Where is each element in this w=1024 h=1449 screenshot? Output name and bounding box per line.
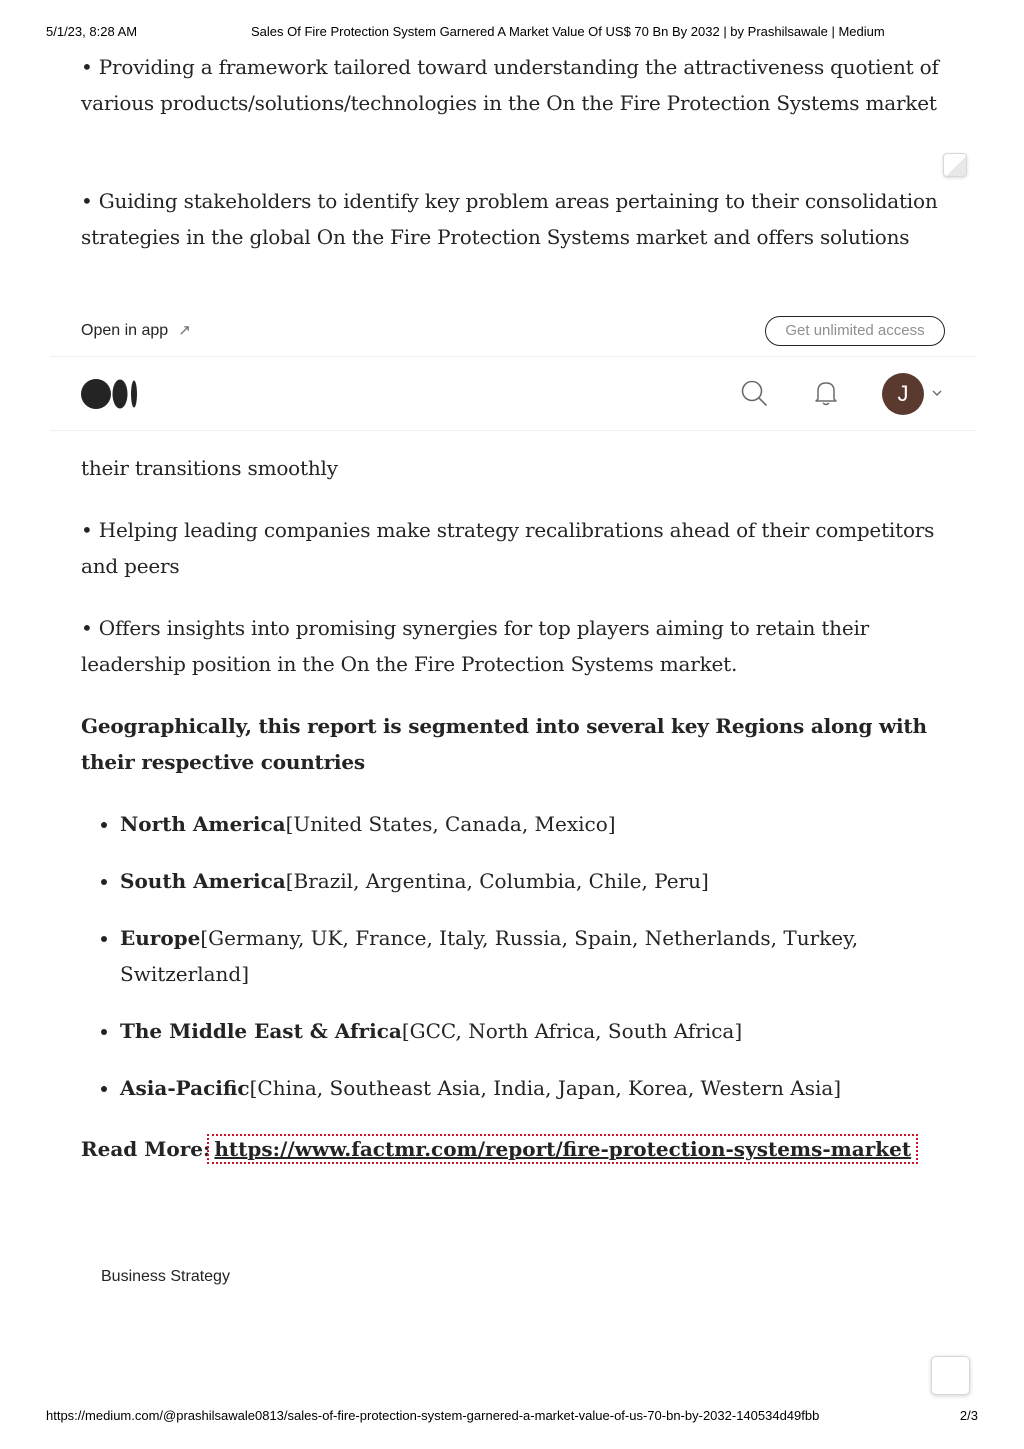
geography-heading: Geographically, this report is segmented into several key Regions along with their respective countries — [81, 714, 927, 774]
region-countries: [United States, Canada, Mexico] — [285, 812, 616, 836]
print-header — [46, 24, 978, 42]
region-name: Europe — [120, 926, 201, 950]
read-more-label: Read More: — [81, 1137, 211, 1161]
top-navigation-bar — [0, 357, 1024, 430]
region-countries: [China, Southeast Asia, India, Japan, Korea, Western Asia] — [249, 1076, 842, 1100]
region-countries: [GCC, North Africa, South Africa] — [401, 1019, 743, 1043]
read-more-link[interactable]: https://www.factmr.com/report/fire-protection-systems-market — [210, 1137, 915, 1161]
search-icon[interactable] — [740, 379, 768, 407]
user-avatar[interactable]: J — [882, 373, 924, 415]
arrow-up-right-icon: ↗ — [178, 322, 191, 339]
region-countries: [Brazil, Argentina, Columbia, Chile, Peru] — [285, 869, 709, 893]
list-item — [120, 920, 988, 992]
divider — [50, 430, 976, 431]
region-name: North America — [120, 812, 286, 836]
notifications-bell-icon[interactable] — [812, 379, 840, 407]
print-datetime: 5/1/23, 8:28 AM — [46, 24, 138, 39]
tag-business-strategy[interactable]: Business Strategy — [101, 1268, 230, 1285]
list-item — [120, 806, 988, 842]
region-name: The Middle East & Africa — [120, 1019, 402, 1043]
read-more — [81, 1131, 915, 1167]
region-name: Asia-Pacific — [120, 1076, 250, 1100]
open-in-app-link[interactable] — [81, 321, 191, 340]
regions-list — [81, 806, 988, 1127]
article-paragraph-1: • Providing a framework tailored toward understanding the attractiveness quotient of various products/solutions/technologies in the On the Fire Protection Systems market — [81, 55, 939, 115]
list-item — [120, 863, 988, 899]
medium-logo-icon[interactable] — [81, 378, 141, 410]
region-countries: [Germany, UK, France, Italy, Russia, Spain, Netherlands, Turkey, Switzerland] — [120, 926, 859, 986]
print-title: Sales Of Fire Protection System Garnered A Market Value Of US$ 70 Bn By 2032 | by Prashilsawale | Medium — [251, 24, 885, 39]
region-name: South America — [120, 869, 286, 893]
scroll-widget-top[interactable] — [943, 153, 967, 177]
scroll-widget-bottom[interactable] — [931, 1356, 970, 1395]
article-paragraph-2: • Guiding stakeholders to identify key problem areas pertaining to their consolidation strategies in the global On the Fire Protection Systems market and offers solutions — [81, 189, 938, 249]
list-item — [120, 1070, 988, 1106]
chevron-down-icon[interactable] — [931, 387, 943, 399]
print-url: https://medium.com/@prashilsawale0813/sales-of-fire-protection-system-garnered-a-market-value-of-us-70-bn-by-2032-140534d49fbb — [46, 1408, 820, 1423]
article-paragraph-5: • Offers insights into promising synergies for top players aiming to retain their leadership position in the On the Fire Protection Systems market. — [81, 616, 870, 676]
get-unlimited-access-button[interactable]: Get unlimited access — [765, 316, 945, 346]
list-item — [120, 1013, 988, 1049]
article-paragraph-4: • Helping leading companies make strategy recalibrations ahead of their competitors and peers — [81, 518, 935, 578]
article-paragraph-3: their transitions smoothly — [81, 456, 338, 480]
page-number: 2/3 — [959, 1408, 978, 1423]
open-in-app-label: Open in app — [81, 322, 169, 339]
